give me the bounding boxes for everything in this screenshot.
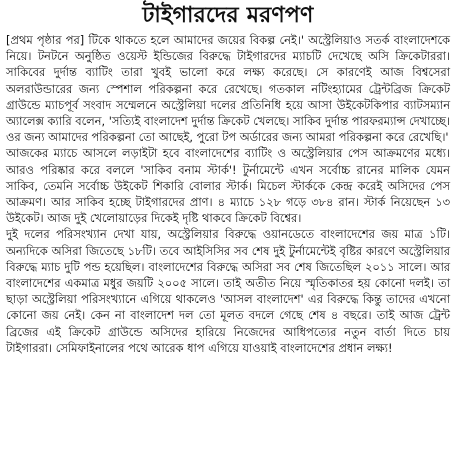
paragraph-text: দুই দলের পরিসংখ্যান দেখা যায়, অস্ট্রেলিয়ার বিরুদ্ধে ওয়ানডেতে বাংলাদেশের জয় মাত্র ১টি। অন্যদিকে অসিরা জিতেছে ১৮টি। তবে আইসিসির সব শেষ দুই টুর্নামেন্টেই বৃষ্টির কারণে অস্ট্রেলিয়ার বিরুদ্ধে ম্যাচ দুটি পন্ড হয়েছিল। বাংলাদেশের বিরুদ্ধে অসিরা সব শেষ জিতেছিল ২০১১ সালে। আর বাংলাদেশের একমাত্র মধুর জয়টি ২০০৫ সালে। তাই অতীত নিয়ে স্মৃতিকাতর হয় কোনো দলই। তা ছাড়া অস্ট্রেলিয়া পরিসংখ্যানে এগিয়ে থাকলেও 'আসল বাংলাদেশ' এর বিরুদ্ধে কিন্তু তাদের এখনো কোনো জয় নেই। কেন না বাংলাদেশ দল তো মূলত বদলে গেছে শেষ ৪ বছরে। তাই আজ ট্রেন্ট ব্রিজের এই ক্রিকেট গ্রাউন্ডে অসিদের হারিয়ে নিজেদের আধিপত্যের নতুন বার্তা দিতে চায় টাইগাররা। সেমিফাইনালের পথে আরেক ধাপ এগিয়ে যাওয়াই বাংলাদেশের প্রধান লক্ষ্য! (6, 227, 450, 355)
headline: টাইগারদের মরণপণ (142, 3, 314, 28)
article-paragraph-1 (6, 32, 450, 145)
paragraph-text: আজকের ম্যাচে আসলে লড়াইটা হবে বাংলাদেশের ব্যাটিং ও অস্ট্রেলিয়ার পেস আক্রমণের মধ্যে। আরও পরিষ্কার করে বললে 'সাকিব বনাম স্টার্ক'! টুর্নামেন্টে এখন সর্বোচ্চ রানের মালিক যেমন সাকিব, তেমনি সর্বোচ্চ উইকেট শিকারি বোলার স্টার্ক। মিচেল স্টার্ককে কেন্দ্র করেই অসিদের পেস আক্রমণ। আর সাকিব হচ্ছে টাইগারদের প্রাণ। ৪ ম্যাচে ১২৮ গড়ে ৩৮৪ রান। স্টার্ক নিয়েছেন ১৩ উইকেট। আজ দুই খেলোয়াড়ের দিকেই দৃষ্টি থাকবে ক্রিকেট বিশ্বের। (6, 146, 450, 226)
article-paragraph-2 (6, 145, 450, 226)
article-paragraph-3 (6, 226, 450, 356)
continuation-marker: [প্রথম পৃষ্ঠার পর] (6, 33, 85, 47)
article-body (6, 32, 450, 356)
paragraph-text: টিকে থাকতে হলে আমাদের জয়ের বিকল্প নেই।' অস্ট্রেলিয়াও সতর্ক বাংলাদেশকে নিয়ে। টনটনে অনুষ্ঠিত ওয়েস্ট ইন্ডিজের বিরুদ্ধে টাইগারদের ম্যাচটি দেখেছে অসি ক্রিকেটাররা। সাকিবের দুর্দান্ত ব্যাটিং তারা খুবই ভালো করে লক্ষ্য করেছে। সে কারণেই আজ বিশ্বসেরা অলরাউন্ডারের জন্য স্পেশাল পরিকল্পনা করে রেখেছে। গতকাল নটিংহ্যামের ট্রেন্টব্রিজ ক্রিকেট গ্রাউন্ডে ম্যাচপূর্ব সংবাদ সম্মেলনে অস্ট্রেলিয়া দলের প্রতিনিধি হয়ে আসা উইকেটকিপার ব্যাটসম্যান অ্যালেক্স ক্যারি বলেন, 'সত্যিই বাংলাদেশ দুর্দান্ত ক্রিকেট খেলছে। সাকিব দুর্দান্ত পারফরম্যান্স দেখাচ্ছে। ওর জন্য আমাদের পরিকল্পনা তো আছেই, পুরো টপ অর্ডারের জন্য আমরা পরিকল্পনা করে রেখেছি।' (6, 33, 450, 145)
